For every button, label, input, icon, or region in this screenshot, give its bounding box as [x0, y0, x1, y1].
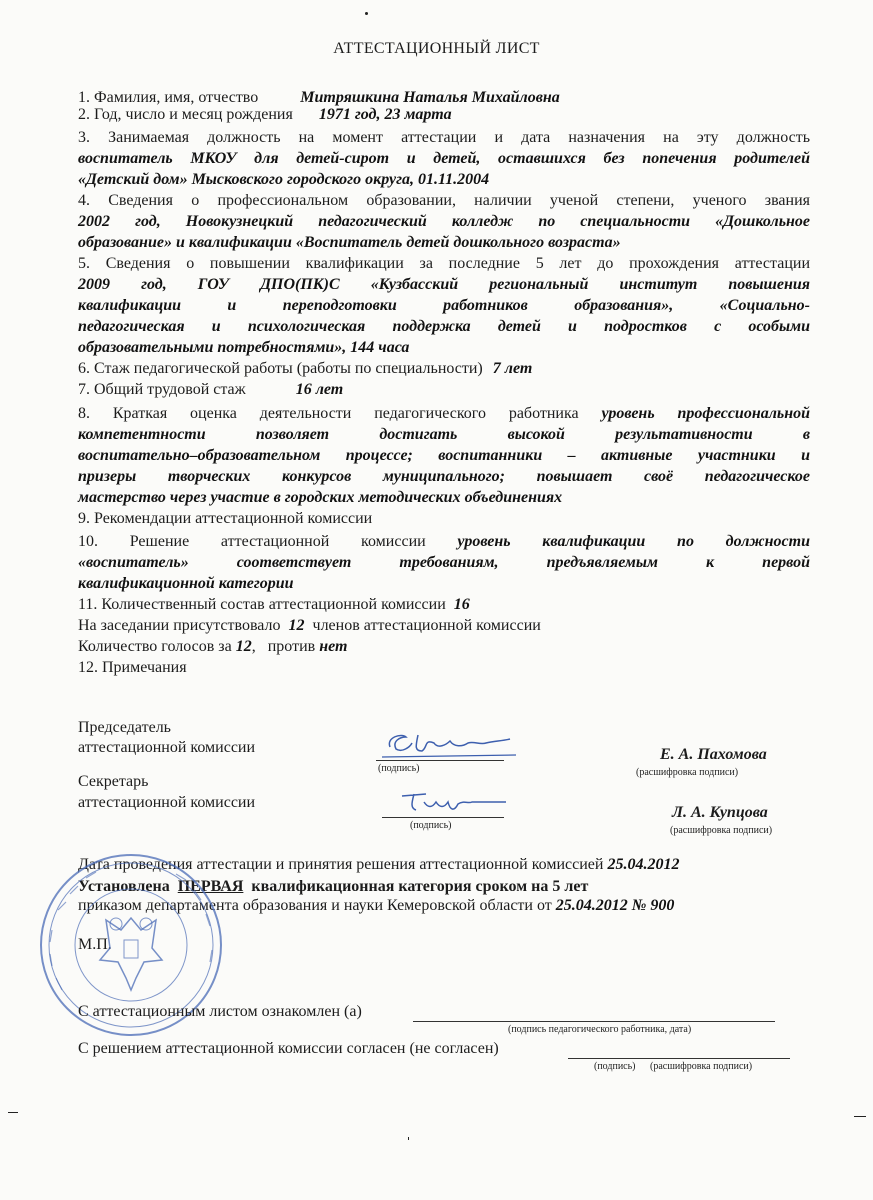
chair-title-line1: Председатель: [78, 719, 171, 736]
item-activity-assessment: [78, 403, 810, 508]
decision-value-line1: «воспитатель» соответствует требованиям, предъявляемым к первой: [78, 554, 810, 571]
assessment-value-line2: воспитательно–образовательном процессе; воспитанники – активные участники и: [78, 447, 810, 464]
chair-signature-line: [376, 760, 504, 761]
full-name-label: 1. Фамилия, имя, отчество: [78, 89, 259, 106]
secretary-name: Л. А. Купцова: [672, 804, 768, 821]
chair-signature: [376, 727, 526, 763]
secretary-name-caption: (расшифровка подписи): [670, 825, 773, 836]
established-post: квалификационная категория сроком на 5 лет: [251, 878, 589, 895]
item-present-members: [78, 615, 810, 636]
assessment-value-line1: компетентности позволяет достигать высокой результативности в: [78, 426, 810, 443]
acknowledge-signature-line1: [413, 1021, 775, 1022]
assessment-value-line4: мастерство через участие в городских методических объединениях: [78, 489, 563, 506]
chair-name-caption: (расшифровка подписи): [636, 767, 739, 778]
assessment-line0: [78, 403, 810, 424]
education-value-line1: 2002 год, Новокузнецкий педагогический колледж по специальности «Дошкольное: [78, 213, 810, 230]
secretary-signature: [396, 788, 516, 818]
secretary-title-line2: аттестационной комиссии: [78, 794, 256, 811]
secretary-title-line1: Секретарь: [78, 773, 149, 790]
education-value-line2: образование» и квалификации «Воспитатель детей дошкольного возраста»: [78, 234, 621, 251]
recommendations-label: 9. Рекомендации аттестационной комиссии: [78, 510, 373, 527]
item-total-experience: [78, 379, 810, 400]
scan-dot: [365, 12, 368, 15]
acknowledge-caption1: (подпись педагогического работника, дата): [508, 1024, 692, 1035]
acknowledge-signature-line2: [568, 1058, 790, 1059]
item-commission-decision: [78, 531, 810, 594]
item-education: [78, 190, 810, 253]
decision-label: 10. Решение аттестационной комиссии: [78, 533, 426, 550]
mp-label: М.П.: [78, 936, 112, 953]
item-position: [78, 127, 810, 190]
birth-date-value: 1971 год, 23 марта: [318, 106, 452, 123]
present-post: членов аттестационной комиссии: [312, 617, 541, 634]
scan-mark-bottom: [408, 1137, 409, 1140]
total-experience-value: 16 лет: [295, 381, 344, 398]
assessment-value-line3: призеры творческих конкурсов муниципального; повышает своё педагогическое: [78, 468, 810, 485]
total-experience-label: 7. Общий трудовой стаж: [78, 381, 246, 398]
chair-title-line2: аттестационной комиссии: [78, 739, 256, 756]
decision-value-line2: квалификационной категории: [78, 575, 294, 592]
notes-label: 12. Примечания: [78, 659, 187, 676]
votes-against: нет: [319, 638, 348, 655]
votes-pre: Количество голосов за: [78, 638, 232, 655]
item-qualification-upgrade: [78, 253, 810, 358]
position-value-line2: «Детский дом» Мысковского городского округа, 01.11.2004: [78, 171, 490, 188]
commission-size-label: 11. Количественный состав аттестационной комиссии: [78, 596, 446, 613]
attestation-date-value: 25.04.2012: [607, 856, 680, 873]
present-pre: На заседании присутствовало: [78, 617, 281, 634]
education-label: 4. Сведения о профессиональном образовании, наличии ученой степени, ученого звания: [78, 192, 810, 209]
scan-mark-left: [8, 1112, 18, 1113]
item-notes: [78, 657, 810, 678]
upgrade-value-line1: 2009 год, ГОУ ДПО(ПК)С «Кузбасский региональный институт повышения: [78, 276, 810, 293]
full-name-value: Митряшкина Наталья Михайловна: [300, 89, 560, 106]
present-value: 12: [288, 617, 305, 634]
chair-name: Е. А. Пахомова: [660, 746, 767, 763]
upgrade-value-line2: квалификации и переподготовки работников образования», «Социально-: [78, 297, 810, 314]
secretary-sign-caption: (подпись): [410, 820, 452, 831]
acknowledge-line2: С решением аттестационной комиссии согласен (не согласен): [78, 1040, 499, 1057]
upgrade-value-line4: образовательными потребностями», 144 часа: [78, 339, 410, 356]
order-label: приказом департамента образования и науки Кемеровской области от: [78, 897, 552, 914]
document-title: АТТЕСТАЦИОННЫЙ ЛИСТ: [333, 40, 540, 57]
acknowledge-caption2b: (расшифровка подписи): [650, 1061, 753, 1072]
commission-size-value: 16: [453, 596, 470, 613]
teaching-experience-value: 7 лет: [492, 360, 533, 377]
decision-value-line0: уровень квалификации по должности: [457, 533, 810, 550]
established-pre: Установлена: [78, 878, 170, 895]
chair-sign-caption: (подпись): [378, 763, 420, 774]
teaching-experience-label: 6. Стаж педагогической работы (работы по специальности): [78, 360, 483, 377]
acknowledge-line1: С аттестационным листом ознакомлен (а): [78, 1003, 362, 1020]
position-value-line1: воспитатель МКОУ для детей-сирот и детей, оставшихся без попечения родителей: [78, 150, 810, 167]
acknowledge-caption2a: (подпись): [594, 1061, 636, 1072]
secretary-signature-line: [382, 817, 504, 818]
upgrade-value-line3: педагогическая и психологическая поддержка детей и подростков с особыми: [78, 318, 810, 335]
attestation-date-label: Дата проведения аттестации и принятия решения аттестационной комиссией: [78, 856, 604, 873]
upgrade-label: 5. Сведения о повышении квалификации за последние 5 лет до прохождения аттестации: [78, 255, 810, 272]
birth-date-label: 2. Год, число и месяц рождения: [78, 106, 293, 123]
assessment-value-line0: уровень профессиональной: [601, 405, 811, 422]
category-value: ПЕРВАЯ: [177, 878, 244, 895]
position-label: 3. Занимаемая должность на момент аттестации и дата назначения на эту должность: [78, 129, 810, 146]
votes-mid: против: [267, 638, 316, 655]
order-value: 25.04.2012 № 900: [555, 897, 675, 914]
assessment-label: 8. Краткая оценка деятельности педагогического работника: [78, 405, 579, 422]
item-birth-date: [78, 104, 810, 125]
item-recommendations: [78, 508, 810, 529]
item-commission-size: [78, 594, 810, 615]
item-teaching-experience: [78, 358, 810, 379]
decision-line0: [78, 531, 810, 552]
item-votes: Количество голосов за 12, против нет: [78, 638, 348, 655]
scan-mark-right: [854, 1116, 866, 1117]
votes-for: 12: [235, 638, 252, 655]
